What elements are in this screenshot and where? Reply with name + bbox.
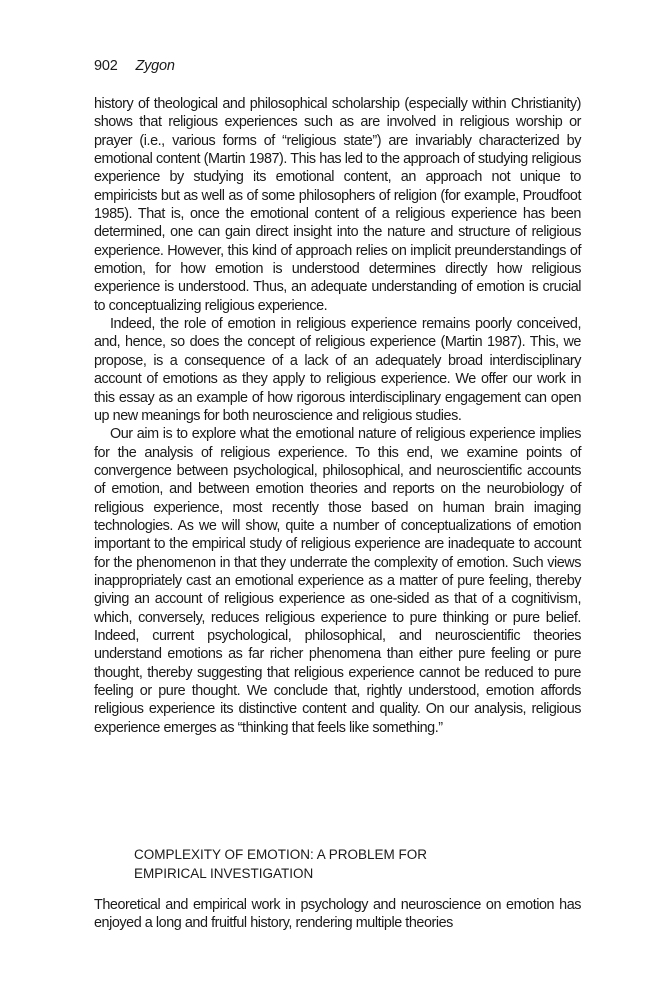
paragraph: Theoretical and empirical work in psychology and neuroscience on emotion has enjoyed a long and fruitful history, rendering multiple theories [94,897,581,932]
body-text [94,95,581,737]
journal-title: Zygon [135,58,175,74]
paragraph: Our aim is to explore what the emotional nature of religious experience implies for the analysis of religious experience. To this end, we examine points of convergence between psychological, philosophical, and neuroscientific accounts of emotion, and between emotion theories and reports on the neurobiology of religious experience, most recently those based on human brain imaging technologies. As we will show, quite a number of conceptualizations of emotion important to the empirical study of religious experience are inadequate to account for the phenomenon in that they underrate the complexity of emotion. Such views inappropriately cast an emotional experience as a matter of pure feeling, thereby giving an account of religious experience as one-sided as that of a cognitivism, which, conversely, reduces religious experience to pure thinking or pure belief. Indeed, current psychological, philosophical, and neuroscientific theories understand emotions as far richer phenomena than either pure feeling or pure thought, thereby suggesting that religious experience cannot be reduced to pure feeling or pure thought. We conclude that, rightly understood, emotion affords religious experience its distinctive content and quality. On our analysis, religious experience emerges as “thinking that feels like something.” [94,426,581,736]
running-head [94,58,175,74]
section-heading [134,846,427,883]
section-heading-line: EMPIRICAL INVESTIGATION [134,865,314,881]
page-number: 902 [94,58,118,74]
section-heading-line: COMPLEXITY OF EMOTION: A PROBLEM FOR [134,847,428,862]
section-text [94,896,581,933]
paragraph: Indeed, the role of emotion in religious experience remains poorly conceived, and, hence, so does the concept of religious experience (Martin 1987). This, we propose, is a consequence of a lack of an adequately broad interdisciplinary account of emotions as they apply to religious experience. We offer our work in this essay as an example of how rigorous interdisciplinary engagement can open up new meanings for both neuroscience and religious studies. [94,316,581,424]
paragraph: history of theological and philosophical scholarship (especially within Christianity) shows that religious experiences such as are involved in religious worship or prayer (i.e., various forms of “religious state”) are invariably characterized by emotional content (Martin 1987). This has led to the approach of studying religious experience by studying its emotional content, an approach not unique to empiricists but as well as of some philosophers of religion (for example, Proudfoot 1985). That is, once the emotional content of a religious experience has been determined, one can gain direct insight into the nature and structure of religious experience. However, this kind of approach relies on implicit preunderstandings of emotion, for how emotion is understood determines directly how religious experience is understood. Thus, an adequate understanding of emotion is crucial to conceptualizing religious experience. [94,96,581,314]
